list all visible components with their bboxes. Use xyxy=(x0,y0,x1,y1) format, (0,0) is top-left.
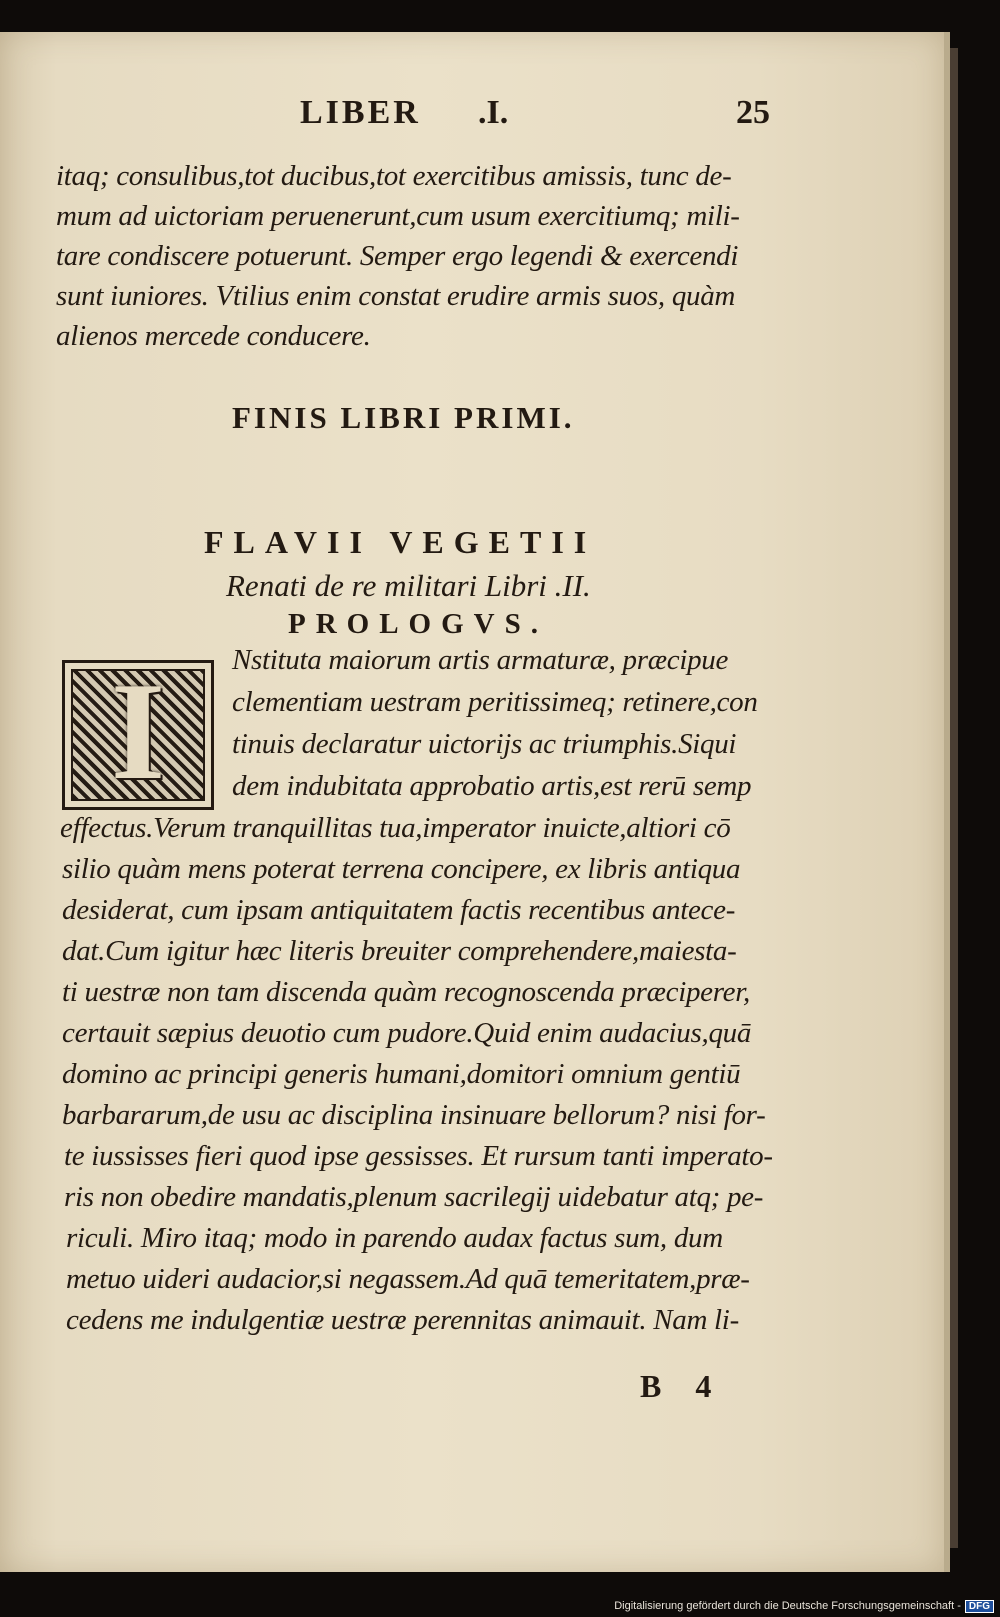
text-line: alienos mercede conducere. xyxy=(56,320,371,352)
text-line: clementiam uestram peritissimeq; retinere,con xyxy=(232,686,758,718)
header-book-number: .I. xyxy=(478,94,509,131)
text-line: ris non obedire mandatis,plenum sacrilegij uidebatur atq; pe- xyxy=(64,1181,764,1213)
page-edge xyxy=(950,48,958,1548)
book-title-author: FLAVII VEGETII xyxy=(204,524,597,560)
text-line: Nstituta maiorum artis armaturæ, præcipue xyxy=(232,644,729,676)
book-title-subtitle: Renati de re militari Libri .II. xyxy=(226,568,591,603)
text-line: domino ac principi generis humani,domitori omnium gentiū xyxy=(62,1058,741,1090)
page-number: 25 xyxy=(736,94,770,131)
text-line: dem indubitata approbatio artis,est rerū semp xyxy=(232,770,752,802)
prologue-heading: PROLOGVS. xyxy=(288,608,548,640)
dfg-logo: DFG xyxy=(965,1600,994,1613)
text-line: effectus.Verum tranquillitas tua,imperator inuicte,altiori cō xyxy=(60,812,731,844)
text-line: cedens me indulgentiæ uestræ perennitas animauit. Nam li- xyxy=(66,1304,739,1336)
text-line: ti uestræ non tam discenda quàm recognoscenda præciperer, xyxy=(62,976,750,1008)
text-line: te iussisses fieri quod ipse gessisses. Et rursum tanti imperato- xyxy=(64,1140,773,1172)
signature-number: 4 xyxy=(695,1368,712,1404)
text-line: sunt iuniores. Vtilius enim constat erudire armis suos, quàm xyxy=(56,280,736,312)
text-line: tinuis declaratur uictorijs ac triumphis.Siqui xyxy=(232,728,737,760)
running-header xyxy=(300,94,780,138)
text-line: itaq; consulibus,tot ducibus,tot exercitibus amissis, tunc de- xyxy=(56,160,732,192)
initial-letter: I xyxy=(110,654,166,809)
footer-text: Digitalisierung gefördert durch die Deutsche Forschungsgemeinschaft - xyxy=(614,1600,961,1612)
signature-mark xyxy=(640,1368,745,1405)
digitization-footer xyxy=(614,1600,994,1615)
decorated-initial xyxy=(62,654,214,810)
text-line: silio quàm mens poterat terrena concipere, ex libris antiqua xyxy=(62,853,741,885)
signature-letter: B xyxy=(640,1368,662,1404)
text-line: certauit sæpius deuotio cum pudore.Quid enim audacius,quā xyxy=(62,1017,752,1049)
text-line: barbararum,de usu ac disciplina insinuare bellorum? nisi for- xyxy=(62,1099,766,1131)
text-line: tare condiscere potuerunt. Semper ergo legendi & exercendi xyxy=(56,240,739,272)
text-line: desiderat, cum ipsam antiquitatem factis recentibus antece- xyxy=(62,894,736,926)
text-line: metuo uideri audacior,si negassem.Ad quā temeritatem,præ- xyxy=(66,1263,750,1295)
text-line: mum ad uictoriam peruenerunt,cum usum exercitiumq; mili- xyxy=(56,200,740,232)
text-line: riculi. Miro itaq; modo in parendo audax factus sum, dum xyxy=(66,1222,723,1254)
header-liber: LIBER xyxy=(300,94,421,131)
finis-libri-heading: FINIS LIBRI PRIMI. xyxy=(232,400,575,435)
text-line: dat.Cum igitur hæc literis breuiter comprehendere,maiesta- xyxy=(62,935,737,967)
